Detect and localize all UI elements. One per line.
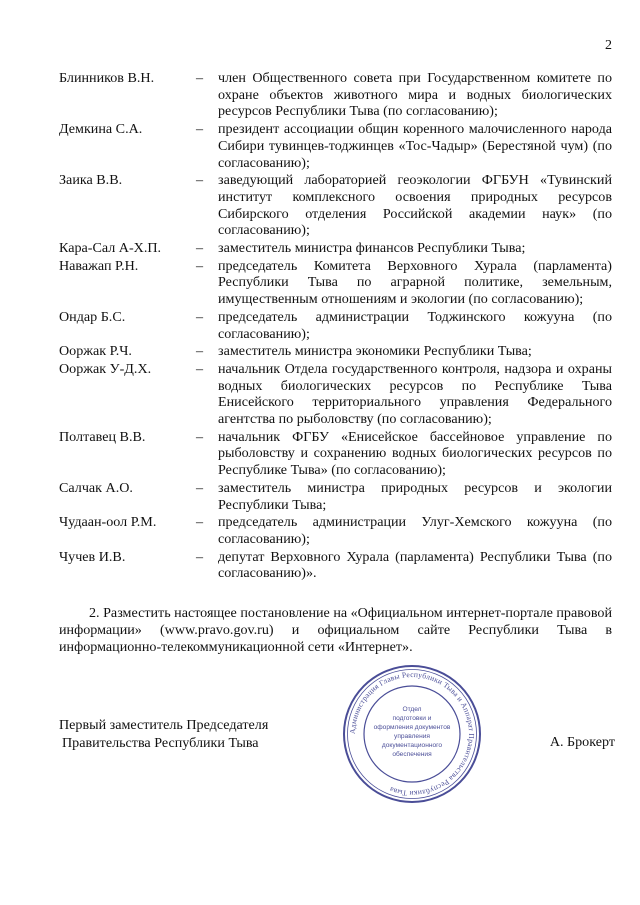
seal-graphic bbox=[341, 663, 483, 805]
member-name: Демкина С.А. bbox=[59, 121, 143, 138]
member-name: Ооржак Р.Ч. bbox=[59, 343, 132, 360]
member-dash: – bbox=[196, 548, 204, 565]
member-name: Салчак А.О. bbox=[59, 479, 133, 496]
member-dash: – bbox=[196, 308, 204, 325]
member-name: Ооржак У-Д.Х. bbox=[59, 360, 152, 377]
member-name: Ондар Б.С. bbox=[59, 308, 126, 325]
member-dash: – bbox=[196, 257, 204, 274]
member-description: начальник ФГБУ «Енисейское бассейновое управление по рыболовству и сохранению водных биологических ресурсов по Республике Тыва» (по согласованию); bbox=[218, 428, 612, 479]
seal-outer-text: Администрация Главы Республики Тыва и Аппарат Правительства Республики Тыва bbox=[347, 669, 477, 799]
member-name: Чудаан-оол Р.М. bbox=[59, 514, 157, 531]
signature-position-line-2: Правительства Республики Тыва bbox=[62, 735, 259, 751]
member-dash: – bbox=[196, 428, 204, 445]
member-description: председатель Комитета Верховного Хурала (парламента) Республики Тыва по аграрной политике, земельным, имущественным отношениям и экологии (по согласованию); bbox=[218, 257, 612, 308]
member-dash: – bbox=[196, 360, 204, 377]
seal-inner-line-5: документационного bbox=[381, 742, 443, 749]
member-name: Полтавец В.В. bbox=[59, 428, 146, 445]
signature-position bbox=[59, 716, 359, 752]
member-description: член Общественного совета при Государственном комитете по охране объектов животного мира и водных биологических ресурсов Республики Тыва (по согласованию); bbox=[218, 70, 612, 120]
member-row bbox=[59, 429, 612, 479]
member-dash: – bbox=[196, 240, 204, 257]
member-dash: – bbox=[196, 514, 204, 531]
signer-name: А. Брокерт bbox=[549, 734, 615, 750]
member-row bbox=[59, 240, 612, 257]
page-number: 2 bbox=[605, 38, 612, 53]
member-row bbox=[59, 172, 612, 239]
member-row bbox=[59, 514, 612, 547]
members-list bbox=[59, 70, 612, 583]
member-dash: – bbox=[196, 479, 204, 496]
member-row bbox=[59, 309, 612, 342]
official-seal bbox=[341, 663, 483, 805]
member-row bbox=[59, 343, 612, 360]
member-description: заместитель министра природных ресурсов и экологии Республики Тыва; bbox=[218, 479, 612, 513]
seal-inner-line-4: управления bbox=[394, 733, 430, 740]
seal-inner-line-1: Отдел bbox=[402, 706, 422, 713]
member-row bbox=[59, 258, 612, 308]
seal-inner-line-2: подготовки и bbox=[392, 715, 432, 722]
member-name: Кара-Сал А-Х.П. bbox=[59, 240, 162, 257]
member-row bbox=[59, 70, 612, 120]
member-description: заместитель министра экономики Республики Тыва; bbox=[218, 343, 532, 360]
member-name: Заика В.В. bbox=[59, 172, 123, 189]
member-description: депутат Верховного Хурала (парламента) Республики Тыва (по согласованию)». bbox=[218, 548, 612, 582]
member-row bbox=[59, 121, 612, 171]
member-row bbox=[59, 480, 612, 513]
member-name: Наважап Р.Н. bbox=[59, 257, 139, 274]
member-description: председатель администрации Улуг-Хемского кожууна (по согласованию); bbox=[218, 514, 612, 547]
member-description: заместитель министра финансов Республики Тыва; bbox=[218, 240, 526, 257]
member-row bbox=[59, 361, 612, 428]
member-dash: – bbox=[196, 172, 204, 189]
seal-inner-line-3: оформления документов bbox=[373, 724, 451, 731]
clause-2: 2. Разместить настоящее постановление на «Официальном интернет-портале правовой информации» (www.pravo.gov.ru) и официальном сайте Республики Тыва в информационно-телекоммуникационной сети «Интернет». bbox=[59, 605, 612, 655]
member-dash: – bbox=[196, 343, 204, 360]
signature-position-line-1: Первый заместитель Председателя bbox=[59, 717, 269, 733]
member-description: заведующий лабораторией геоэкологии ФГБУН «Тувинский институт комплексного освоения природных ресурсов Сибирского отделения Российской академии наук» (по согласованию); bbox=[218, 172, 612, 239]
member-dash: – bbox=[196, 121, 204, 138]
member-name: Чучев И.В. bbox=[59, 548, 126, 565]
member-description: начальник Отдела государственного контроля, надзора и охраны водных биологических ресурсов по Республике Тыва Енисейского территориального управления Федерального агентства по рыболовству (по согласованию); bbox=[218, 360, 612, 428]
seal-inner-line-6: обеспечения bbox=[392, 751, 432, 758]
member-dash: – bbox=[196, 70, 204, 86]
member-name: Блинников В.Н. bbox=[59, 70, 155, 86]
member-description: председатель администрации Тоджинского кожууна (по согласованию); bbox=[218, 308, 612, 342]
member-row bbox=[59, 549, 612, 582]
member-description: президент ассоциации общин коренного малочисленного народа Сибири тувинцев-тоджинцев «Тос-Чадыр» (Берестяной чум) (по согласованию); bbox=[218, 121, 612, 171]
